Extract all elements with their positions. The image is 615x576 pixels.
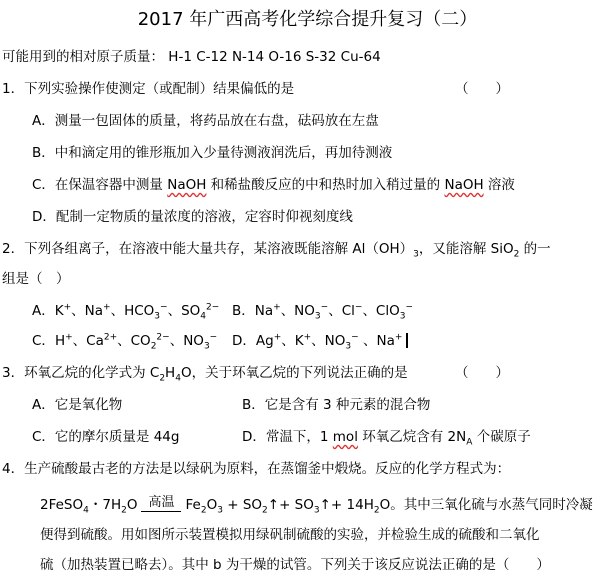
page-title: 2017 年广西高考化学综合提升复习（二） — [137, 9, 478, 30]
q4-line2: 便得到硫酸。用如图所示装置模拟用绿矾制硫酸的实验，并检验生成的硫酸和二氧化 — [40, 527, 540, 543]
q1-option-b: B．中和滴定用的锥形瓶加入少量待测液润洗后，再加待测液 — [32, 145, 393, 161]
q3-option-b: B．它是含有 3 种元素的混合物 — [242, 397, 431, 413]
q2-option-b: B．Na+、$NO_3^-$、Cl−、ClO$_3$− — [232, 302, 414, 322]
q1-option-c: C．在保温容器中测量 NaOH 和稀盐酸反应的中和热时加入稍过量的 NaOH 溶液 — [32, 177, 515, 193]
q2-option-c: C．H+、$Ca^{2+}$、$CO_2^{2-}$、$NO_3^-$ — [32, 332, 218, 352]
q2-option-d: D．Ag+、K+、$NO_3^-$ 、Na+ — [232, 332, 408, 350]
q3-answer-paren: （ ） — [455, 365, 509, 381]
q1-answer-paren: （ ） — [455, 81, 509, 97]
q2-option-a: A．K+、Na+、$HCO_3^-$、$SO_4^{2-}$ — [32, 302, 220, 322]
q1-option-a: A．测量一包固体的质量，将药品放在右盘，砝码放在左盘 — [32, 113, 379, 129]
spellcheck-word: NaOH — [167, 177, 207, 193]
q1-option-d: D．配制一定物质的量浓度的溶液，定容时仰视刻度线 — [32, 209, 353, 225]
q3-option-a: A．它是氧化物 — [32, 397, 123, 413]
q3-option-c: C．它的摩尔质量是 44g — [32, 429, 180, 445]
q2-stem: 2．下列各组离子，在溶液中能大量共存，某溶液既能溶解 $Al(OH)_3$，又能溶解 SiO$_2$ 的一 — [2, 241, 551, 260]
q2-stem-line2: 组是（ ） — [2, 271, 70, 287]
q3-stem: 3．环氧乙烷的化学式为 $C_2H_4O$，关于环氧乙烷的下列说法正确的是 — [2, 365, 408, 384]
q1-stem: 1．下列实验操作使测定（或配制）结果偏低的是 — [2, 81, 295, 97]
q4-line3: 硫（加热装置已略去）。其中 b 为干燥的试管。下列关于该反应说法正确的是（ ） — [40, 557, 550, 573]
spellcheck-word: mol — [332, 429, 358, 445]
q3-option-d: D．常温下，1 mol 环氧乙烷含有 $2N_A$ 个碳原子 — [242, 429, 531, 448]
atomic-masses-line: 可能用到的相对原子质量： H-1 C-12 N-14 O-16 S-32 Cu-64 — [2, 49, 381, 65]
q4-equation: 2FeSO$_4$・$7H_2O$ 高温 $Fe_2O_3$ + $SO_2↑+$ $SO_3↑+ 14H_2O$。其中三氧化硫与水蒸气同时冷凝 — [40, 495, 593, 516]
spellcheck-word: NaOH — [444, 177, 484, 193]
q4-stem: 4．生产硫酸最古老的方法是以绿矾为原料，在蒸馏釜中煅烧。反应的化学方程式为： — [2, 461, 511, 477]
text-cursor — [406, 333, 408, 348]
reaction-condition: 高温 — [141, 496, 181, 512]
